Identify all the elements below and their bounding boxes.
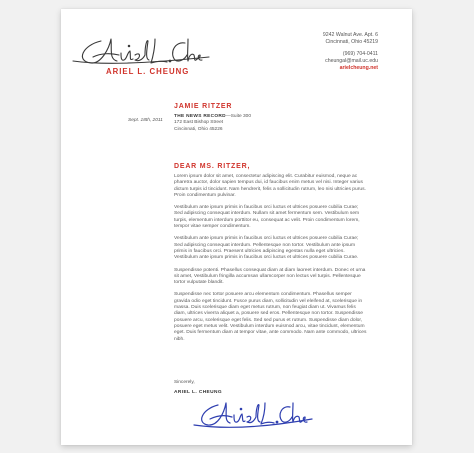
recipient-suite: —Suite 300 [225,114,252,119]
recipient-company: THE NEWS RECORD [174,114,226,119]
letter-date: Sept. 18th, 2011 [128,118,163,123]
recipient-street: 172 East Bishop Street [174,120,224,126]
salutation: DEAR MS. RITZER, [174,163,251,170]
recipient-name: JAMIE RITZER [174,103,233,110]
recipient-city: Cincinnati, Ohio 45226 [174,126,223,132]
body-paragraph: Suspendisse nec tortor posuere arcu elementum condimentum. Phasellus semper gravida odio eget tincidunt. Fusce purus diam, sollicitudin vel eleifend at, scelerisque in massa. Duis scelerisque diam eget metus rutrum, non feugiat diam ut. Vivamus felis diam, ultrices viverra aliquet a, posuere sed eros. Pellentesque non tortor. Suspendisse posuere arcu, scelerisque eget felis. Sed sed purus et rutrum. Suspendisse diam dolor, posuere eget metus velit. Vestibulum interdum euismod arcu, vitae tincidunt, elementum eget. Duis fermentum diam at tempor vitae, ante commodo. Nam ante commodo, ultrices nibh. [174,292,367,342]
letter-page [61,9,412,445]
brand-name: ARIEL L. CHEUNG [106,67,190,76]
contact-phone: (969) 704-0411 [342,51,378,57]
contact-website: arielcheung.net [339,65,378,71]
contact-street: 9242 Walnut Ave. Apt. 6 [322,32,378,38]
closing-name: ARIEL L. CHEUNG [174,390,223,395]
body-paragraph: Lorem ipsum dolor sit amet, consectetur adipiscing elit. Curabitur euismod, neque ac pharetra auctor, dolor sapien tempus dui, id faucibus enim metus vel nisi. Integer varius dictum turpis id tincidunt. Nam hendrerit, felis a sollicitudin rutrum, leo nisi ultricies purus. Proin condimentum pulvinar. [174,174,366,198]
contact-email: cheungal@mail.uc.edu [325,58,378,64]
body-paragraph: Vestibulum ante ipsum primis in faucibus orci luctus et ultrices posuere cubilia Curae; Sed adipiscing consequat interdum. Pellentesque non tortor. Vestibulum ante ipsum primis in faucibus orci. Praesent ultricies adipiscing egestas nulla eget ultricies. Vestibulum ante ipsum primis in faucibus orci luctus et ultrices posuere cubilia Curae. [174,236,359,261]
letter-body [174,174,367,349]
body-paragraph: Vestibulum ante ipsum primis in faucibus orci luctus et ultrices posuere cubilia Curae; Sed adipiscing consequat interdum. Nullam sit amet fermentum sem. Vestibulum sem turpis, elementum interdum porttitor eu, consequat ac velit. Proin condimentum lorem, tempor vitae semper condimentum. [174,205,360,230]
contact-city: Cincinnati, Ohio 45219 [325,39,378,45]
contact-block [323,32,378,72]
closing: Sincerely, [174,380,195,385]
handwritten-signature [192,397,314,435]
body-paragraph: Suspendisse potenti. Phasellus consequat diam at diam laoreet interdum. Donec et urna sit amet, Vestibulum fringilla accumsan ullamcorper non lectus vel turpis. Pellentesque tortor vulputate blandit. [174,267,366,286]
recipient-address [174,114,251,133]
